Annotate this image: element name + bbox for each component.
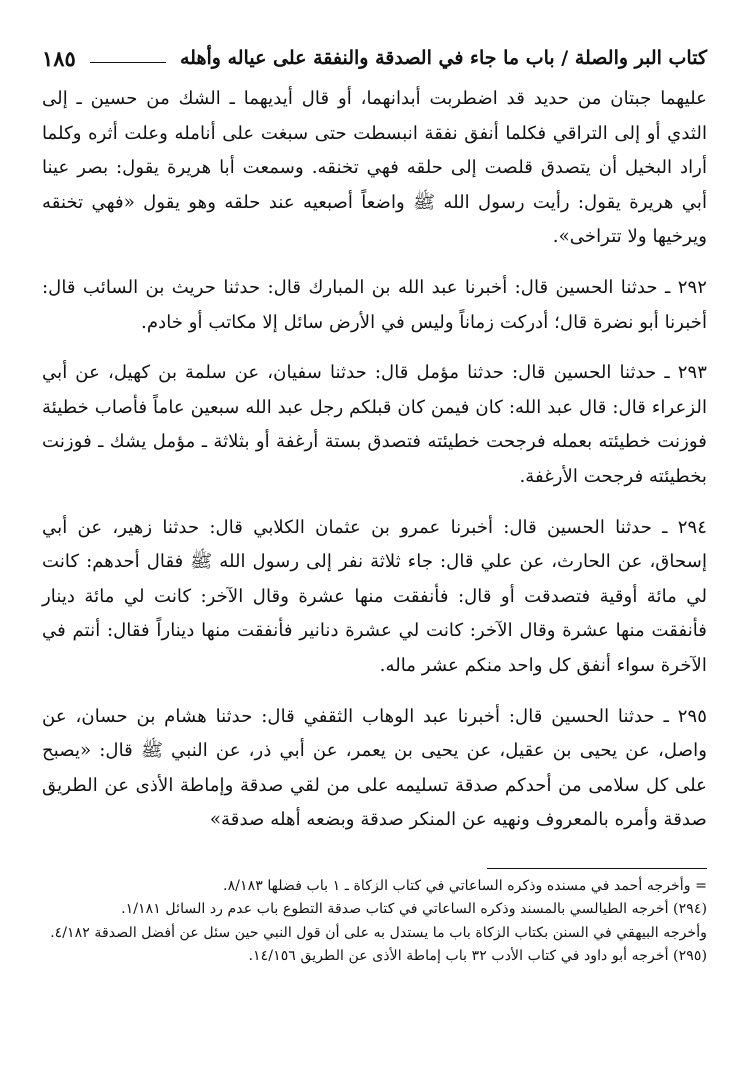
paragraph-continuation: عليهما جبتان من حديد قد اضطربت أبدانهما، أو قال أيديهما ـ الشك من حسين ـ إلى الثدي أو إلى التراقي فكلما أنفق نفقة انبسطت حتى سبغت على أنامله وعلت أثره وكلما أراد البخيل أن يتصدق قلصت إلى حلقه فهي تخنقه. وسمعت أبا هريرة يقول: بصر عينا أبي هريرة يقول: رأيت رسول الله ﷺ واضعاً أصبعيه عند حلقه وهو يقول «فهي تخنقه ويرخيها ولا تتراخى».	[42, 88, 707, 248]
page-header	[42, 38, 707, 78]
running-title: كتاب البر والصلة / باب ما جاء في الصدقة والنفقة على عياله وأهله	[180, 47, 707, 69]
footnote: وأخرجه البيهقي في السنن بكتاب الزكاة باب ما يستدل به على أن قول النبي حين سئل عن أفضل الصدقة ٤/١٨٢.	[50, 924, 707, 941]
page-number: ١٨٥	[42, 45, 76, 71]
footnote: = وأخرجه أحمد في مسنده وذكره الساعاتي في كتاب الزكاة ـ ١ باب فضلها ٨/١٨٣.	[223, 877, 707, 894]
footnotes	[42, 875, 707, 969]
hadith-295: ٢٩٥ ـ حدثنا الحسين قال: أخبرنا عبد الوهاب الثقفي قال: حدثنا هشام بن حسان، عن واصل، عن يحيى بن عقيل، عن يحيى بن يعمر، عن أبي ذر، عن النبي ﷺ قال: «يصبح على كل سلامى من أحدكم صدقة تسليمه على من لقي صدقة وإماطة الأذى عن الطريق صدقة وأمره بالمعروف ونهيه عن المنكر صدقة وبضعه أهله صدقة»	[42, 705, 707, 831]
header-rule	[90, 62, 166, 63]
hadith-292: ٢٩٢ ـ حدثنا الحسين قال: أخبرنا عبد الله بن المبارك قال: حدثنا حريث بن السائب قال: أخبرنا أبو نضرة قال؛ أدركت زماناً وليس في الأرض سائل إلا مكاتب أو خادم.	[42, 276, 707, 333]
main-text	[42, 82, 707, 838]
footnote-separator	[487, 868, 707, 869]
hadith-294: ٢٩٤ ـ حدثنا الحسين قال: أخبرنا عمرو بن عثمان الكلابي قال: حدثنا زهير، عن أبي إسحاق، عن الحارث، عن علي قال: جاء ثلاثة نفر إلى رسول الله ﷺ فقال أحدهم: كانت لي مائة أوقية فتصدقت أو قال: فأنفقت منها عشرة وقال الآخر: كانت لي مائة دينار فأنفقت منها عشرة وقال الآخر: كانت لي عشرة دنانير فأنفقت منها ديناراً فقال: أنتم في الآخرة سواء أنفق كل واحد منكم عشر ماله.	[42, 516, 707, 676]
footnote: (٢٩٤) أخرجه الطيالسي بالمسند وذكره الساعاتي في كتاب صدقة التطوع باب عدم رد السائل ١/١٨١.	[121, 901, 707, 918]
footnote: (٢٩٥) أخرجه أبو داود في كتاب الأدب ٣٢ باب إماطة الأذى عن الطريق ١٤/١٥٦.	[248, 948, 707, 965]
hadith-293: ٢٩٣ ـ حدثنا الحسين قال: حدثنا مؤمل قال: حدثنا سفيان، عن سلمة بن كهيل، عن أبي الزعراء قال: قال عبد الله: كان فيمن كان قبلكم رجل عبد الله سبعين عاماً فأصاب خطيئة فوزنت خطيئته بعمله فرجحت خطيئته فتصدق بستة أرغفة أو بثلاثة ـ مؤمل يشك ـ فوزنت بخطيئته فرجحت الأرغفة.	[42, 362, 707, 487]
